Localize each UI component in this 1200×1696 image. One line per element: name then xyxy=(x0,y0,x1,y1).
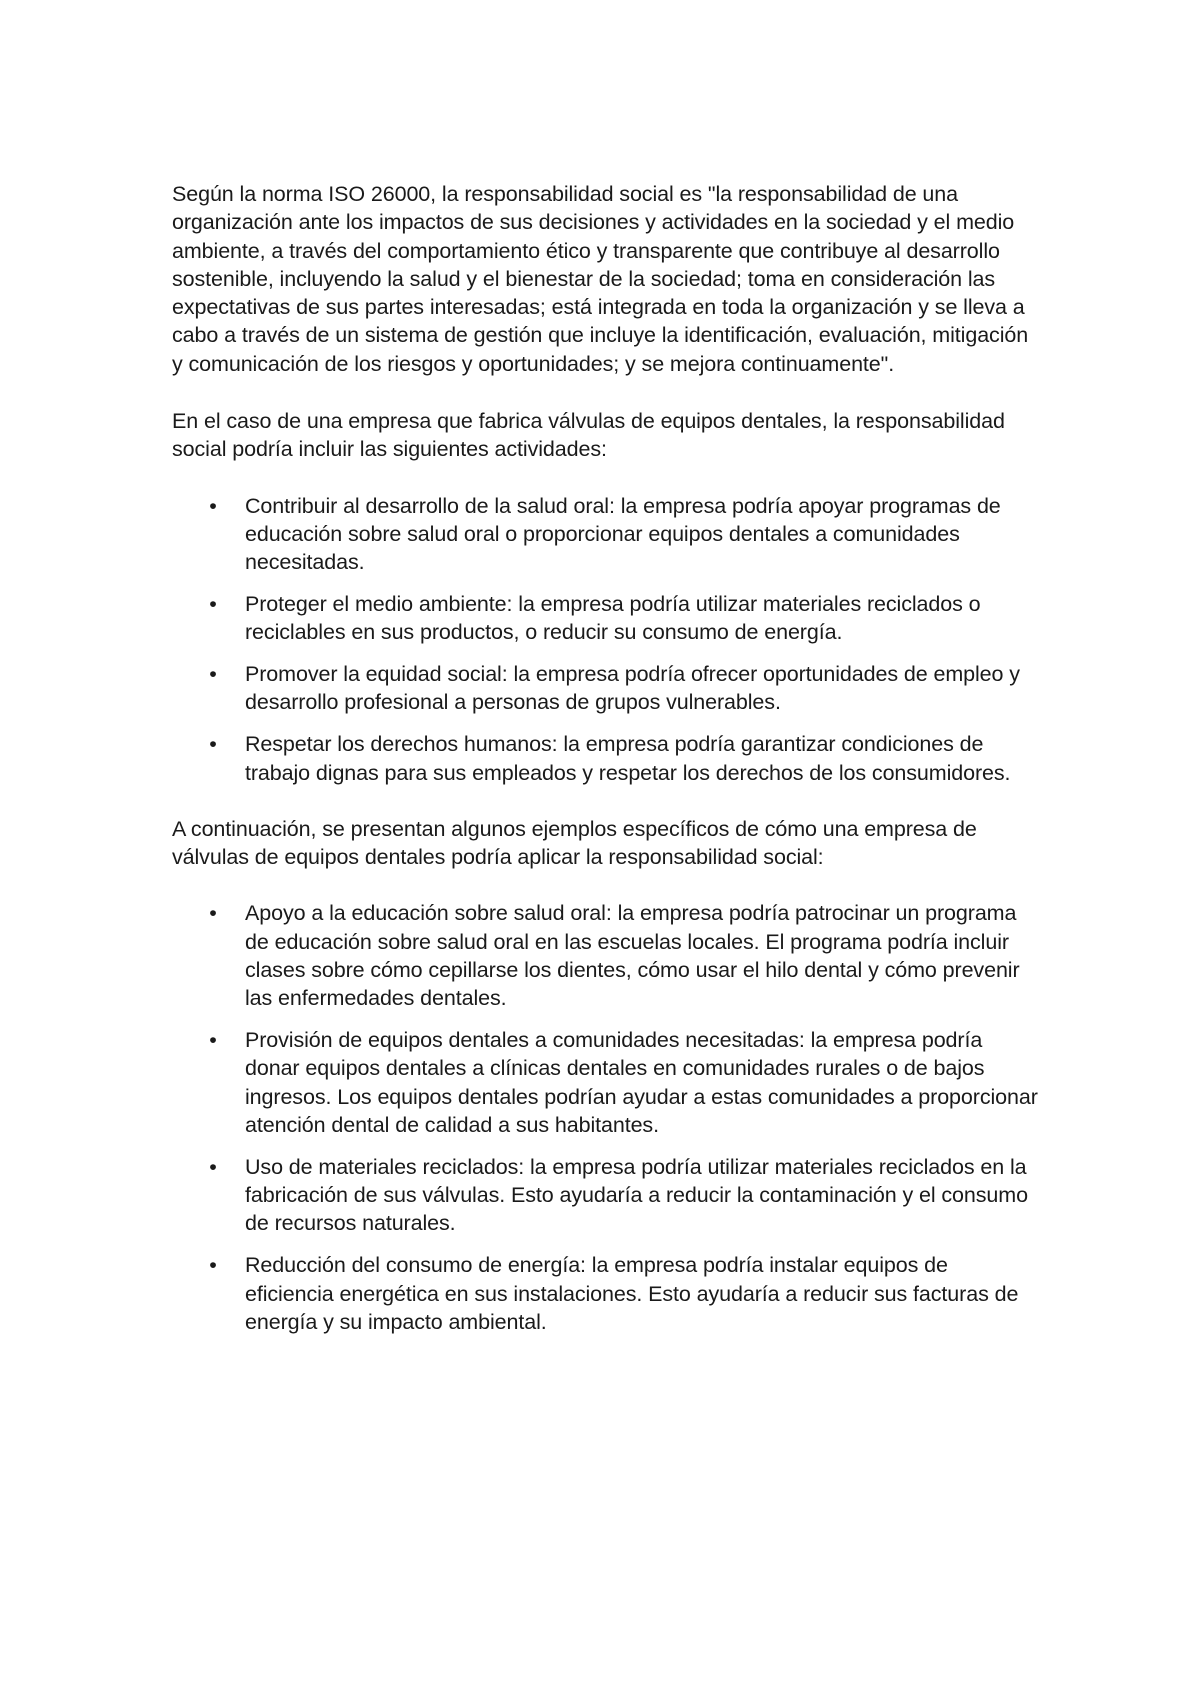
activities-list xyxy=(172,492,1042,787)
list-item-text: Reducción del consumo de energía: la empresa podría instalar equipos de eficiencia energética en sus instalaciones. Esto ayudaría a reducir sus facturas de energía y su impacto ambiental. xyxy=(245,1253,1019,1334)
bullet-icon: • xyxy=(209,1028,217,1053)
list-item xyxy=(172,730,1042,787)
list-item-text: Proteger el medio ambiente: la empresa podría utilizar materiales reciclados o reciclables en sus productos, o reducir su consumo de energía. xyxy=(245,592,981,645)
bullet-icon: • xyxy=(209,493,217,518)
list-item xyxy=(172,1251,1042,1336)
bullet-icon: • xyxy=(209,1154,217,1179)
examples-list xyxy=(172,899,1042,1336)
list-item-text: Apoyo a la educación sobre salud oral: la empresa podría patrocinar un programa de educación sobre salud oral en las escuelas locales. El programa podría incluir clases sobre cómo cepillarse los dientes, cómo usar el hilo dental y cómo prevenir las enfermedades dentales. xyxy=(245,901,1020,1011)
bullet-icon: • xyxy=(209,592,217,617)
list-item xyxy=(172,590,1042,647)
list-item xyxy=(172,1153,1042,1238)
intro-paragraph: Según la norma ISO 26000, la responsabilidad social es "la responsabilidad de una organización ante los impactos de sus decisiones y actividades en la sociedad y el medio ambiente, a través del comportamiento ético y transparente que contribuye al desarrollo sostenible, incluyendo la salud y el bienestar de la sociedad; toma en consideración las expectativas de sus partes interesadas; está integrada en toda la organización y se lleva a cabo a través de un sistema de gestión que incluye la identificación, evaluación, mitigación y comunicación de los riesgos y oportunidades; y se mejora continuamente". xyxy=(172,182,1029,376)
examples-intro-paragraph: A continuación, se presentan algunos ejemplos específicos de cómo una empresa de válvulas de equipos dentales podría aplicar la responsabilidad social: xyxy=(172,816,977,870)
list-item xyxy=(172,899,1042,1012)
list-item-text: Provisión de equipos dentales a comunidades necesitadas: la empresa podría donar equipos dentales a clínicas dentales en comunidades rurales o de bajos ingresos. Los equipos dentales podrían ayudar a estas comunidades a proporcionar atención dental de calidad a sus habitantes. xyxy=(245,1028,1038,1138)
bullet-icon: • xyxy=(209,732,217,757)
case-paragraph: En el caso de una empresa que fabrica válvulas de equipos dentales, la responsabilidad social podría incluir las siguientes actividades: xyxy=(172,409,1005,462)
list-item-text: Uso de materiales reciclados: la empresa podría utilizar materiales reciclados en la fabricación de sus válvulas. Esto ayudaría a reducir la contaminación y el consumo de recursos naturales. xyxy=(245,1154,1028,1236)
list-item xyxy=(172,492,1042,577)
list-item-text: Promover la equidad social: la empresa podría ofrecer oportunidades de empleo y desarrollo profesional a personas de grupos vulnerables. xyxy=(245,662,1020,715)
list-item xyxy=(172,660,1042,717)
list-item xyxy=(172,1026,1042,1139)
bullet-icon: • xyxy=(209,662,217,687)
document-page xyxy=(172,180,1042,1336)
bullet-icon: • xyxy=(209,1253,217,1278)
list-item-text: Contribuir al desarrollo de la salud oral: la empresa podría apoyar programas de educación sobre salud oral o proporcionar equipos dentales a comunidades necesitadas. xyxy=(245,493,1001,575)
bullet-icon: • xyxy=(209,901,217,926)
list-item-text: Respetar los derechos humanos: la empresa podría garantizar condiciones de trabajo dignas para sus empleados y respetar los derechos de los consumidores. xyxy=(245,732,1011,785)
